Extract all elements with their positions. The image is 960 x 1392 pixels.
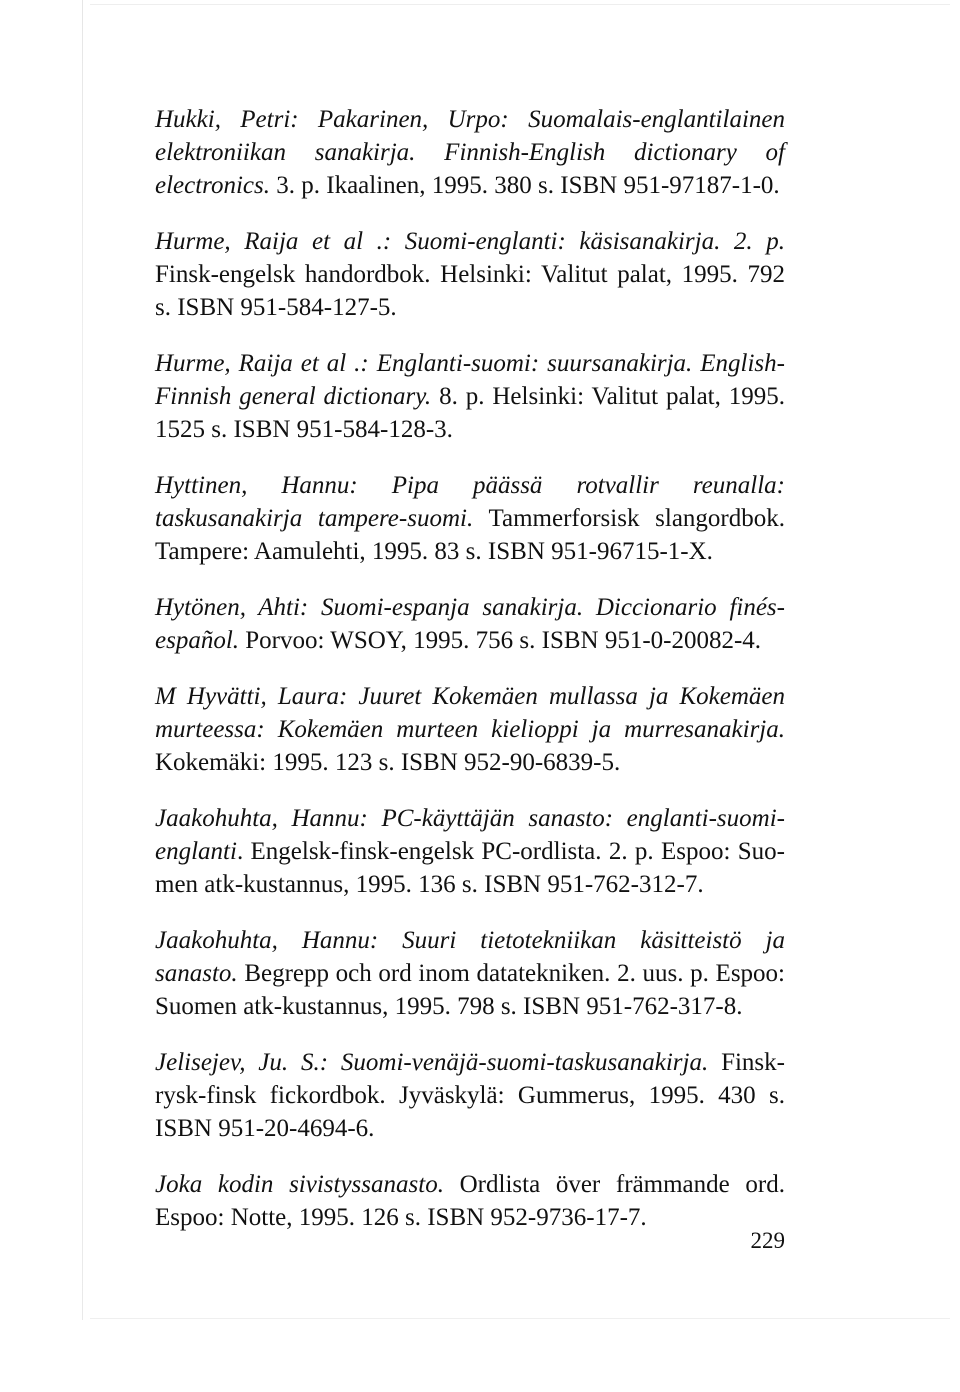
bibliography-entry (155, 924, 785, 1023)
entry-details: Finsk-rysk-finsk fickordbok. Jyväskylä: Gummerus, 1995. 430 s. ISBN 951-20-4694-6. (155, 1049, 785, 1142)
bibliography-entry (155, 591, 785, 657)
entry-details: 3. p. Ikaalinen, 1995. 380 s. ISBN 951-97187-1-0. (270, 172, 780, 199)
entry-title: Hukki, Petri: Pakarinen, Urpo: Suomalais-englantilainen elektroniikan sanakirja. Finnish-English dictionary of electronics. (155, 106, 785, 199)
page-number: 229 (750, 1228, 785, 1253)
entry-details: 8. p. Helsinki: Valitut palat, 1995. 1525 s. ISBN 951-584-128-3. (155, 383, 786, 443)
entry-details: . Engelsk-finsk-engelsk PC-ordlista. 2. p. Espoo: Suomen atk-kustannus, 1995. 136 s. ISBN 951-762-312-7. (155, 838, 785, 898)
entry-details: Kokemäki: 1995. 123 s. ISBN 952-90-6839-5. (155, 749, 621, 776)
entry-title: Hurme, Raija et al .: Englanti-suomi: suursanakirja. English-Finnish general dictionary. (155, 350, 785, 410)
entry-title: Jelisejev, Ju. S.: Suomi-venäjä-suomi-taskusanakirja. (155, 1049, 709, 1076)
scan-edge-bottom (90, 1318, 950, 1319)
entry-title: Jaakohuhta, Hannu: Suuri tietotekniikan käsitteistö ja sanasto. (155, 927, 785, 987)
entry-title: Hyttinen, Hannu: Pipa päässä rotvallir reunalla: taskusanakirja tampere-suomi. (155, 472, 785, 532)
scan-edge-top (90, 4, 950, 5)
entry-title: Hurme, Raija et al .: Suomi-englanti: käsisanakirja. 2. p. (155, 228, 785, 255)
entry-title: Hytönen, Ahti: Suomi-espanja sanakirja. Diccionario finés-español. (155, 594, 785, 654)
entry-details: Tammerforsisk slangordbok. Tampere: Aamulehti, 1995. 83 s. ISBN 951-96715-1-X. (155, 505, 785, 565)
entry-details: Ordlista över främmande ord. Espoo: Notte, 1995. 126 s. ISBN 952-9736-17-7. (155, 1171, 785, 1231)
bibliography-entry (155, 1168, 785, 1234)
entry-title: Jaakohuhta, Hannu: PC-käyttäjän sanasto: englanti-suomi-englanti (155, 805, 785, 865)
bibliography-entry (155, 469, 785, 568)
bibliography-entry (155, 225, 785, 324)
bibliography-entry (155, 103, 785, 202)
bibliography-entry (155, 802, 785, 901)
bibliography-entry (155, 347, 785, 446)
entry-details: Begrepp och ord inom datatekniken. 2. uus. p. Espoo: Suomen atk-kustannus, 1995. 798 s. ISBN 951-762-317-8. (155, 960, 785, 1020)
entry-details: Finsk-engelsk handordbok. Helsinki: Valitut palat, 1995. 792 s. ISBN 951-584-127-5. (155, 261, 785, 321)
entry-details: Porvoo: WSOY, 1995. 756 s. ISBN 951-0-20082-4. (239, 627, 762, 654)
bibliography-entry (155, 680, 785, 779)
bibliography-entry (155, 1046, 785, 1145)
entry-title: Joka kodin sivistyssanasto. (155, 1171, 444, 1198)
bibliography-list (155, 103, 785, 1257)
scan-edge-left (82, 0, 83, 1320)
entry-title: M Hyvätti, Laura: Juuret Kokemäen mullassa ja Kokemäen murteessa: Kokemäen murteen kielioppi ja murresanakirja. (155, 683, 785, 743)
